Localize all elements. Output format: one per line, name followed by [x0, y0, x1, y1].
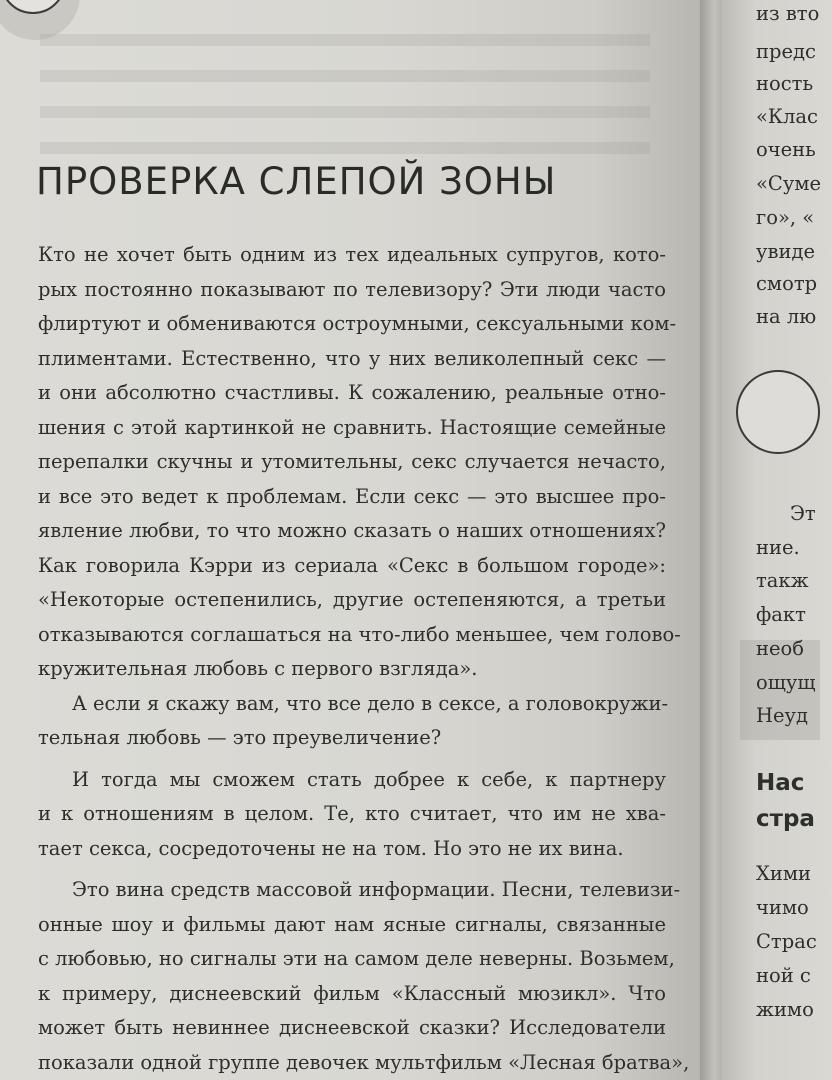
right-text-fragment: из вто: [756, 2, 820, 25]
right-text-fragment: Хими: [756, 862, 812, 885]
book-gutter: [700, 0, 724, 1080]
right-text-fragment: Эт: [790, 502, 816, 525]
text-line: И тогда мы сможем стать добрее к себе, к партнеру: [72, 767, 666, 791]
right-text-fragment: ность: [756, 72, 814, 95]
text-line: рых постоянно показывают по телевизору? Эти люди часто: [38, 277, 666, 301]
text-line: тает секса, сосредоточены не на том. Но это не их вина.: [38, 836, 624, 860]
text-line: «Некоторые остепенились, другие остепеняются, а третьи: [38, 588, 666, 611]
text-line: явление любви, то что можно сказать о наших отношениях?: [38, 519, 666, 542]
right-text-fragment: на лю: [756, 305, 817, 328]
right-text-fragment: жимо: [756, 998, 814, 1021]
right-text-fragment: Неуд: [756, 704, 809, 727]
right-text-fragment: ощущ: [756, 671, 816, 694]
right-text-fragment: ной с: [756, 964, 811, 987]
text-line: Как говорила Кэрри из сериала «Секс в большом городе»:: [38, 553, 666, 577]
right-text-fragment: необ: [756, 637, 805, 660]
right-text-fragment: увиде: [756, 240, 815, 263]
decorative-circle: [736, 370, 820, 454]
right-text-fragment: смотр: [756, 272, 818, 295]
body-text: [38, 238, 690, 1080]
text-line: тельная любовь — это преувеличение?: [38, 726, 442, 749]
right-text-fragment: «Клас: [756, 105, 818, 128]
text-line: отказываются соглашаться на что-либо меньшее, чем голово-: [38, 622, 681, 646]
text-line: Кто не хочет быть одним из тех идеальных супругов, кото-: [38, 243, 666, 266]
text-line: показали одной группе девочек мультфильм «Лесная братва»,: [38, 1050, 690, 1074]
right-text-fragment: чимо: [756, 896, 809, 919]
text-line: и все это ведет к проблемам. Если секс — это высшее про-: [38, 484, 666, 508]
text-line: к примеру, диснеевский фильм «Классный мюзикл». Что: [38, 981, 666, 1005]
text-line: А если я скажу вам, что все дело в сексе, а головокружи-: [72, 691, 669, 715]
bleed-through-text: [40, 20, 650, 160]
text-line: с любовью, но сигналы эти на самом деле неверны. Возьмем,: [38, 947, 675, 970]
text-line: флиртуют и обмениваются остроумными, сексуальными ком-: [38, 312, 677, 335]
text-line: и они абсолютно счастливы. К сожалению, реальные отно-: [38, 381, 666, 404]
right-text-fragment: такж: [756, 569, 809, 592]
right-text-fragment: предс: [756, 40, 816, 63]
right-subheading: Нас: [756, 770, 805, 796]
text-line: Это вина средств массовой информации. Песни, телевизи-: [72, 878, 681, 901]
text-line: перепалки скучны и утомительны, секс случается нечасто,: [38, 450, 666, 473]
right-text-fragment: очень: [756, 138, 816, 161]
text-line: плиментами. Естественно, что у них великолепный секс —: [38, 346, 666, 370]
right-text-fragment: ние.: [756, 536, 800, 559]
section-title: ПРОВЕРКА СЛЕПОЙ ЗОНЫ: [36, 160, 557, 203]
right-text-fragment: Страс: [756, 930, 817, 953]
right-text-fragment: «Суме: [756, 172, 822, 195]
text-line: шения с этой картинкой не сравнить. Настоящие семейные: [38, 415, 666, 439]
text-line: кружительная любовь с первого взгляда».: [38, 657, 478, 680]
text-line: и к отношениям в целом. Те, кто считает, что им не хва-: [38, 802, 666, 825]
right-text-fragment: факт: [756, 603, 806, 626]
text-line: онные шоу и фильмы дают нам ясные сигналы, связанные: [38, 912, 666, 936]
right-subheading: стра: [756, 806, 815, 832]
text-line: может быть невиннее диснеевской сказки? Исследователи: [38, 1016, 666, 1039]
right-text-fragment: го», «: [756, 206, 815, 229]
